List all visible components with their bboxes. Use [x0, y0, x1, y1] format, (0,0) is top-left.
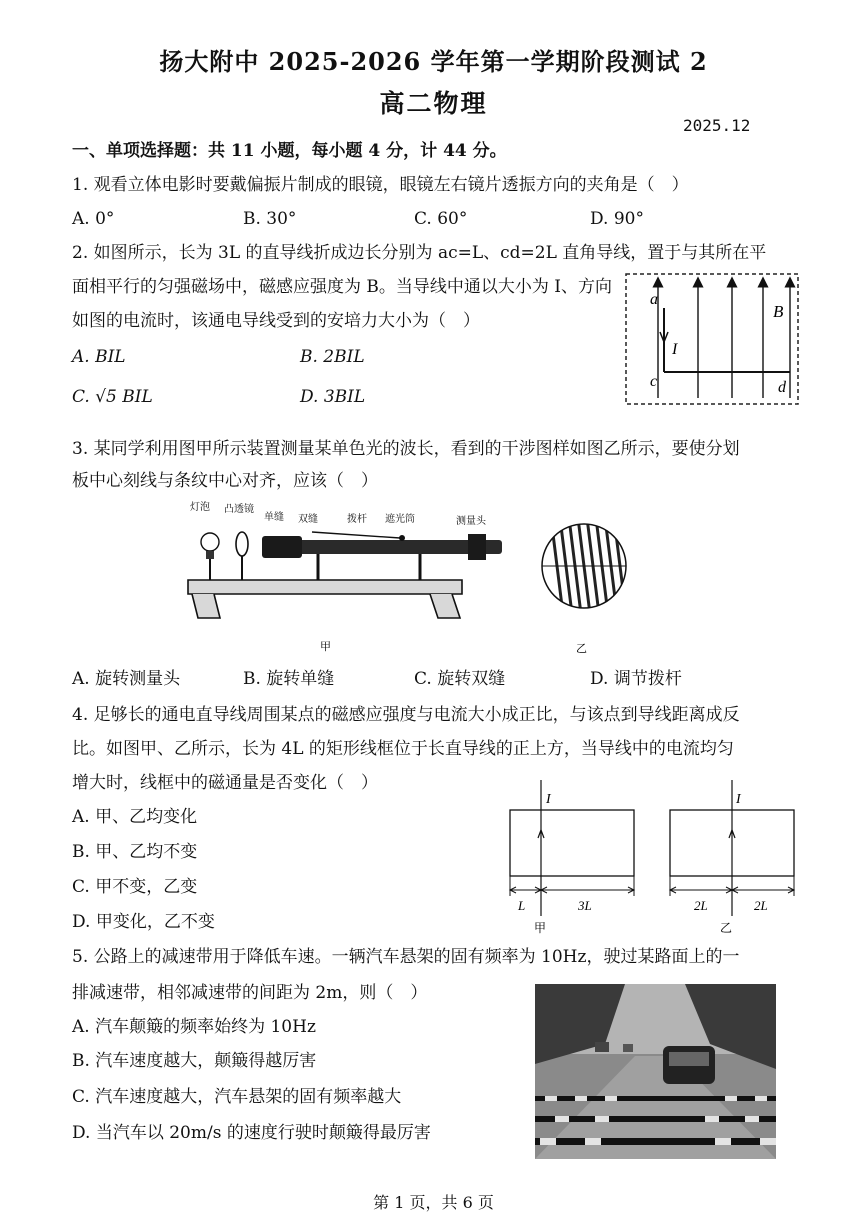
q5-speed-bump-photo	[535, 984, 776, 1159]
q4-yi-label-I: I	[736, 792, 741, 807]
q5-line-2: 排减速带，相邻减速带的间距为 2m，则（ ）	[72, 983, 428, 1003]
q4-figure-jia	[500, 778, 645, 936]
q4-option-d: D. 甲变化，乙不变	[72, 912, 215, 932]
q4-line-3: 增大时，线框中的磁通量是否变化（ ）	[72, 773, 378, 793]
q2-label-c: c	[650, 373, 658, 390]
q4-jia-label-left: L	[518, 898, 526, 913]
q4-yi-label-left: 2L	[694, 898, 708, 913]
q2-line-1: 2. 如图所示，长为 3L 的直导线折成边长分别为 ac=L、cd=2L 直角导线，置于与其所在平	[72, 243, 767, 263]
q1-option-c: C. 60°	[414, 209, 468, 229]
q1-option-b: B. 30°	[243, 209, 297, 229]
q3-caption-jia: 甲	[320, 641, 331, 653]
q3-fringe-figure	[540, 510, 630, 660]
q1-option-d: D. 90°	[590, 209, 644, 229]
q5-line-1: 5. 公路上的减速带用于降低车速。一辆汽车悬架的固有频率为 10Hz，驶过某路面上的一	[72, 947, 740, 967]
q2-option-b: B. 2BIL	[300, 347, 365, 367]
q3-line-1: 3. 某同学利用图甲所示装置测量某单色光的波长，看到的干涉图样如图乙所示，要使分划	[72, 439, 740, 459]
q2-option-a: A. BIL	[72, 347, 126, 367]
q3-apparatus-figure	[180, 498, 520, 658]
exam-title: 扬大附中 2025-2026 学年第一学期阶段测试 2	[159, 47, 708, 76]
exam-date: 2025.12	[683, 116, 751, 135]
q1-option-a: A. 0°	[72, 209, 115, 229]
q3-option-a: A. 旋转测量头	[72, 669, 181, 689]
q2-option-d: D. 3BIL	[300, 387, 366, 407]
q2-magnetic-field-figure	[620, 268, 805, 410]
label-convex-lens: 凸透镜	[224, 504, 254, 515]
label-measuring-head: 测量头	[456, 516, 486, 527]
section-heading: 一、单项选择题：共 11 小题，每小题 4 分，计 44 分。	[72, 141, 507, 161]
label-single-slit: 单缝	[264, 512, 284, 523]
label-light-tube: 遮光筒	[385, 514, 415, 525]
q5-option-d: D. 当汽车以 20m/s 的速度行驶时颠簸得最厉害	[72, 1123, 431, 1143]
q2-label-d: d	[778, 379, 786, 396]
q4-option-c: C. 甲不变，乙变	[72, 877, 198, 897]
q2-label-B: B	[773, 302, 784, 321]
label-lever: 拨杆	[347, 514, 367, 525]
q3-option-b: B. 旋转单缝	[243, 669, 335, 689]
q4-yi-label-right: 2L	[754, 898, 768, 913]
page-footer: 第 1 页，共 6 页	[373, 1193, 494, 1212]
q2-line-2: 面相平行的匀强磁场中，磁感应强度为 B。当导线中通以大小为 I、方向	[72, 277, 613, 297]
label-bulb: 灯泡	[190, 502, 210, 513]
q2-option-c: C. √5 BIL	[72, 387, 153, 407]
q5-option-b: B. 汽车速度越大，颠簸得越厉害	[72, 1051, 317, 1071]
q4-jia-label-right: 3L	[578, 898, 592, 913]
subject-title: 高二物理	[379, 89, 488, 118]
q4-jia-label-I: I	[546, 792, 551, 807]
q3-line-2: 板中心刻线与条纹中心对齐，应该（ ）	[72, 471, 378, 491]
q5-option-c: C. 汽车速度越大，汽车悬架的固有频率越大	[72, 1087, 402, 1107]
q4-figure-yi	[660, 778, 805, 936]
q4-yi-caption: 乙	[720, 921, 733, 935]
q4-option-a: A. 甲、乙均变化	[72, 807, 198, 827]
q4-line-1: 4. 足够长的通电直导线周围某点的磁感应强度与电流大小成正比，与该点到导线距离成反	[72, 705, 740, 725]
label-double-slit: 双缝	[298, 514, 318, 525]
q2-label-a: a	[650, 291, 658, 308]
q3-option-d: D. 调节拨杆	[590, 669, 682, 689]
q2-line-3: 如图的电流时，该通电导线受到的安培力大小为（ ）	[72, 311, 480, 331]
q3-option-c: C. 旋转双缝	[414, 669, 506, 689]
q4-option-b: B. 甲、乙均不变	[72, 842, 198, 862]
q2-label-I: I	[672, 341, 678, 358]
q4-line-2: 比。如图甲、乙所示，长为 4L 的矩形线框位于长直导线的正上方，当导线中的电流均匀	[72, 739, 734, 759]
q1-stem: 1. 观看立体电影时要戴偏振片制成的眼镜，眼镜左右镜片透振方向的夹角是（ ）	[72, 175, 689, 195]
q4-jia-caption: 甲	[534, 921, 547, 935]
q5-option-a: A. 汽车颠簸的频率始终为 10Hz	[72, 1017, 316, 1037]
q3-caption-yi: 乙	[576, 643, 587, 655]
